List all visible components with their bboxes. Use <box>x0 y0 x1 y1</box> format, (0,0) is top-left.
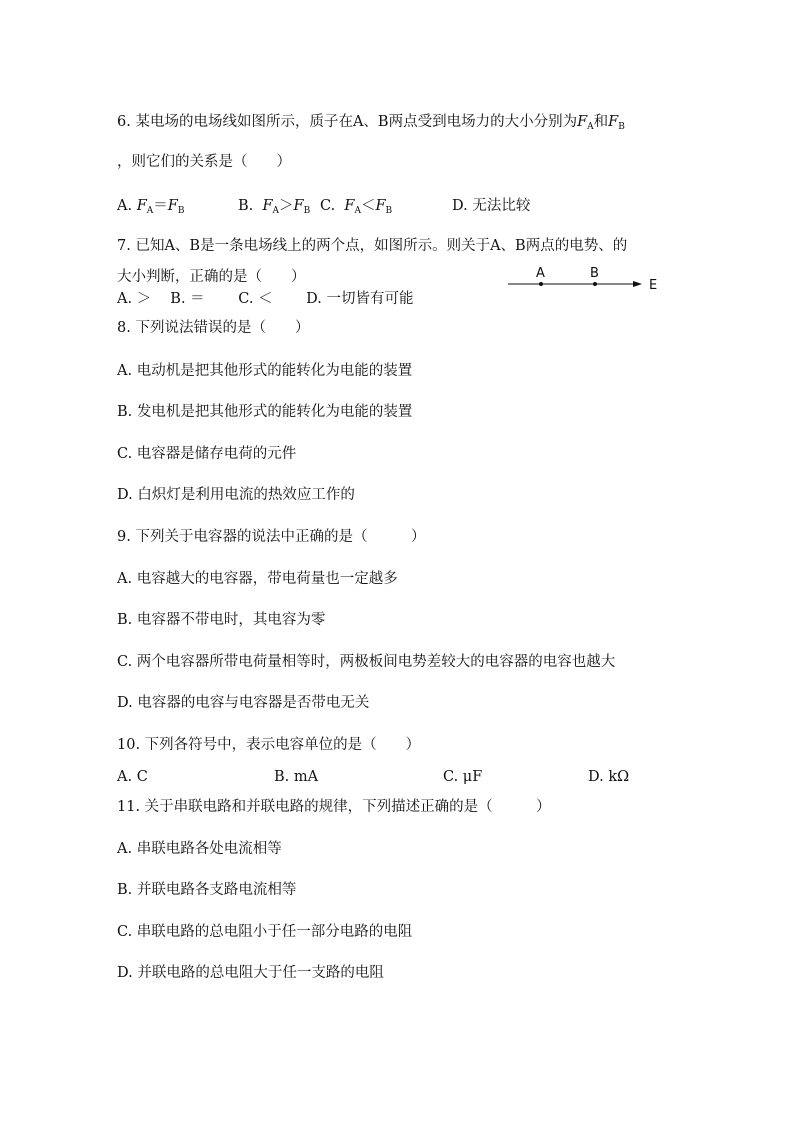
field-arrow-icon <box>633 281 642 287</box>
q6-option-d: D. 无法比较 <box>452 198 531 214</box>
q11-stem: 11. 关于串联电路和并联电路的规律，下列描述正确的是（ ） <box>117 799 551 815</box>
q7-stem-line2: 大小判断，正确的是（ ） <box>117 269 306 285</box>
q11-option-a: A. 串联电路各处电流相等 <box>117 841 282 857</box>
q10-stem: 10. 下列各符号中，表示电容单位的是（ ） <box>117 737 421 753</box>
q11-option-d: D. 并联电路的总电阻大于任一支路的电阻 <box>117 965 384 981</box>
force-b-subscript: B <box>618 122 625 132</box>
point-b-label: B <box>590 266 599 281</box>
force-a-subscript: A <box>587 122 594 132</box>
q10-option-b: B. mA <box>274 769 319 785</box>
q9-stem: 9. 下列关于电容器的说法中正确的是（ ） <box>117 529 426 545</box>
electric-field-line-diagram <box>505 262 675 298</box>
q9-option-c: C. 两个电容器所带电荷量相等时，两极板间电势差较大的电容器的电容也越大 <box>117 654 616 670</box>
q8-option-c: C. 电容器是储存电荷的元件 <box>117 446 297 462</box>
q10-option-d: D. kΩ <box>588 769 630 785</box>
q6-and: 和 <box>593 114 609 130</box>
q6-option-a: A. $F_A=F_B$ <box>117 198 185 216</box>
q6-stem-line1 <box>117 112 625 137</box>
point-a-label: A <box>536 266 545 281</box>
point-a-dot <box>539 282 543 286</box>
q6-stem-line2: ，则它们的关系是（ ） <box>117 154 291 170</box>
q6-option-b: B. $F_A>F_B$ <box>238 198 311 216</box>
q9-option-a: A. 电容越大的电容器，带电荷量也一定越多 <box>117 571 398 587</box>
field-e-label: E <box>649 278 658 293</box>
q11-option-b: B. 并联电路各支路电流相等 <box>117 882 297 898</box>
q8-option-b: B. 发电机是把其他形式的能转化为电能的装置 <box>117 404 413 420</box>
point-b-dot <box>593 282 597 286</box>
q6-option-c: C. $F_A<F_B$ <box>320 198 393 216</box>
force-b-symbol: F <box>608 114 619 130</box>
q8-option-d: D. 白炽灯是利用电流的热效应工作的 <box>117 487 355 503</box>
q8-stem: 8. 下列说法错误的是（ ） <box>117 320 310 336</box>
force-a-symbol: F <box>577 114 588 130</box>
q8-option-a: A. 电动机是把其他形式的能转化为电能的装置 <box>117 363 413 379</box>
q9-option-b: B. 电容器不带电时，其电容为零 <box>117 612 326 628</box>
q11-option-c: C. 串联电路的总电阻小于任一部分电路的电阻 <box>117 924 413 940</box>
q6-stem-text: 6. 某电场的电场线如图所示，质子在A、B两点受到电场力的大小分别为 <box>117 114 578 130</box>
q9-option-d: D. 电容器的电容与电容器是否带电无关 <box>117 695 370 711</box>
q10-option-a: A. C <box>117 769 148 785</box>
q7-options: A. ＞ B. ＝ C. ＜ D. 一切皆有可能 <box>117 291 414 307</box>
q10-option-c: C. μF <box>443 769 483 785</box>
q7-stem-line1: 7. 已知A、B是一条电场线上的两个点，如图所示。则关于A、B两点的电势、的 <box>117 238 628 254</box>
